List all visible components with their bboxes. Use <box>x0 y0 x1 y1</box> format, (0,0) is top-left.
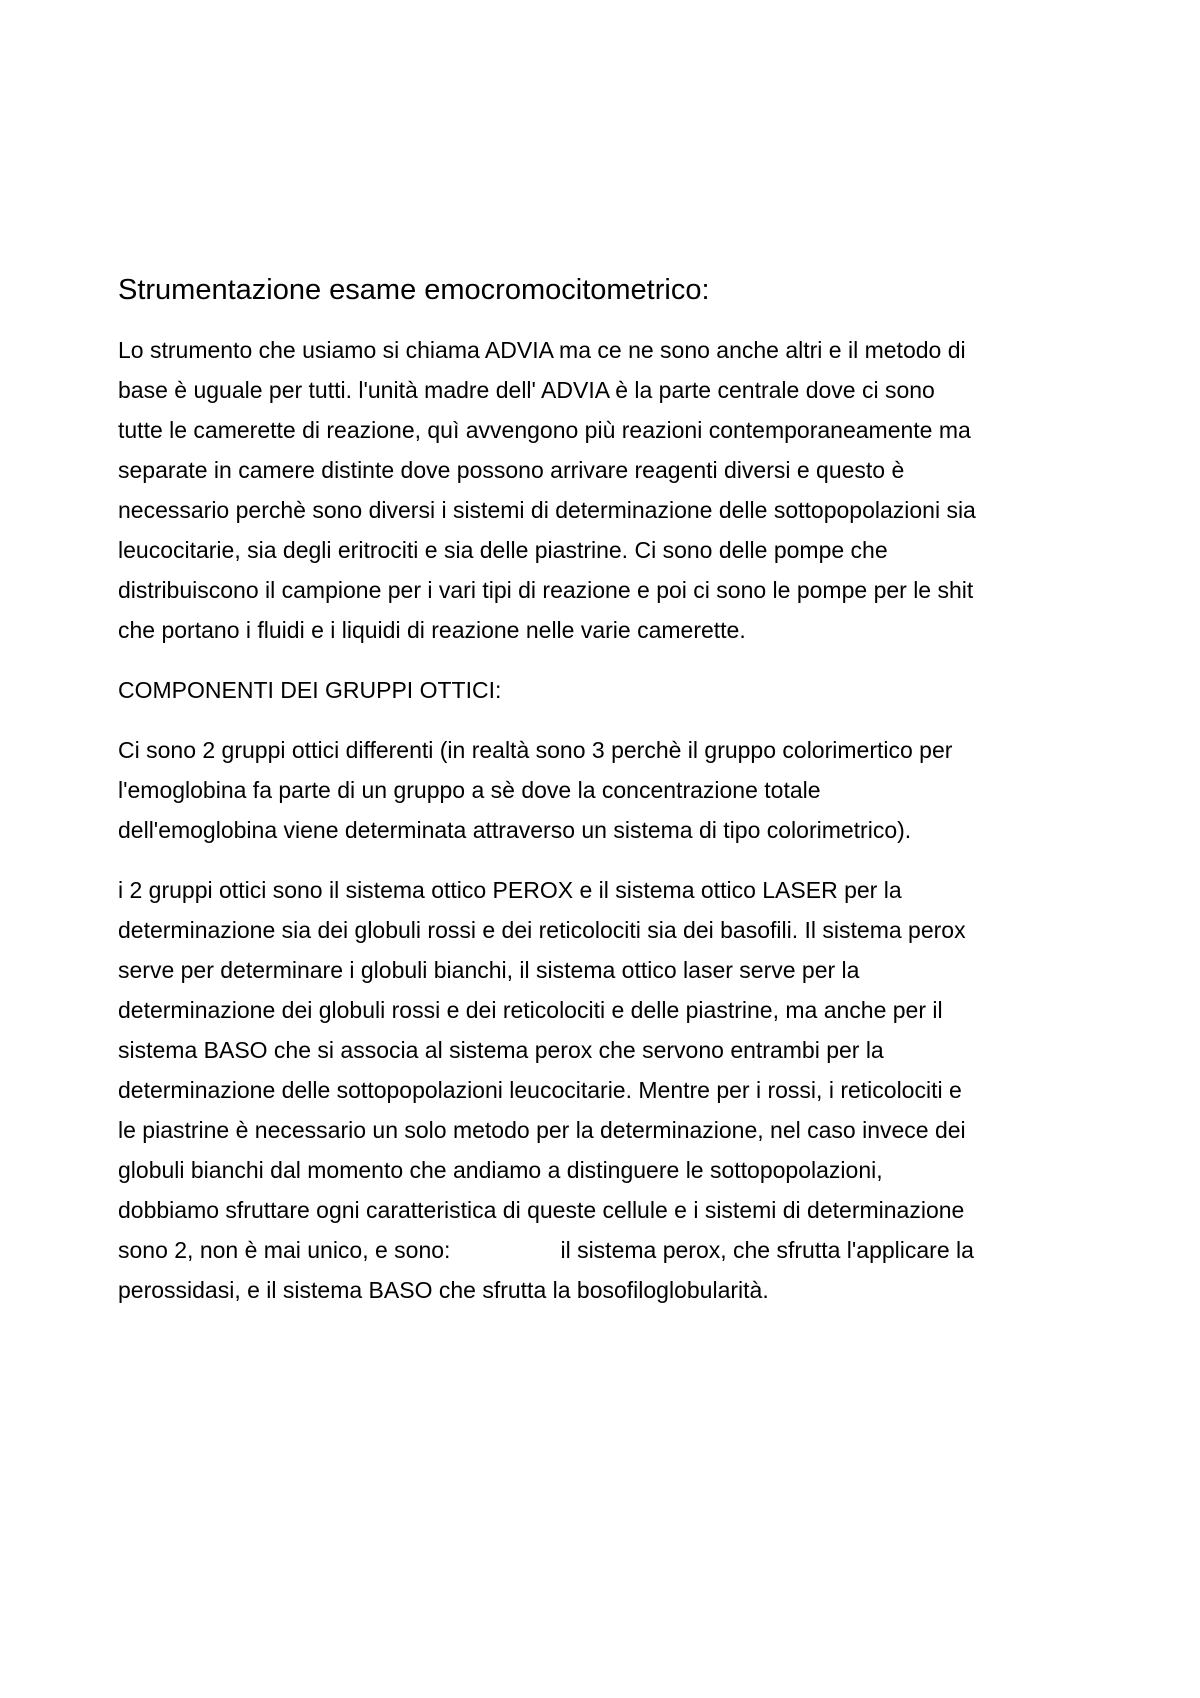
text-line: perossidasi, e il sistema BASO che sfrutta la bosofiloglobularità. <box>118 1277 769 1303</box>
text-line: globuli bianchi dal momento che andiamo a distinguere le sottopopolazioni, <box>118 1157 883 1183</box>
document-page <box>118 270 1098 1330</box>
text-line: Ci sono 2 gruppi ottici differenti (in realtà sono 3 perchè il gruppo colorimertico per <box>118 737 953 763</box>
text-line: serve per determinare i globuli bianchi, il sistema ottico laser serve per la <box>118 957 860 983</box>
text-segment: il sistema perox, che sfrutta l'applicare la <box>560 1237 974 1263</box>
text-line-with-gap <box>118 1230 1098 1270</box>
text-line: necessario perchè sono diversi i sistemi di determinazione delle sottopopolazioni sia <box>118 497 976 523</box>
optical-systems-paragraph <box>118 870 1098 1310</box>
text-line: leucocitarie, sia degli eritrociti e sia delle piastrine. Ci sono delle pompe che <box>118 537 888 563</box>
text-line: distribuiscono il campione per i vari tipi di reazione e poi ci sono le pompe per le shit <box>118 577 974 603</box>
text-line: base è uguale per tutti. l'unità madre dell' ADVIA è la parte centrale dove ci sono <box>118 377 935 403</box>
text-segment: sono 2, non è mai unico, e sono: <box>118 1237 451 1263</box>
document-title: Strumentazione esame emocromocitometrico: <box>118 274 710 306</box>
text-line: le piastrine è necessario un solo metodo per la determinazione, nel caso invece dei <box>118 1117 966 1143</box>
text-line: Lo strumento che usiamo si chiama ADVIA ma ce ne sono anche altri e il metodo di <box>118 337 966 363</box>
text-line: sistema BASO che si associa al sistema perox che servono entrambi per la <box>118 1037 884 1063</box>
text-line: separate in camere distinte dove possono arrivare reagenti diversi e questo è <box>118 457 905 483</box>
intro-paragraph <box>118 330 1098 650</box>
text-line: l'emoglobina fa parte di un gruppo a sè dove la concentrazione totale <box>118 777 821 803</box>
text-line: tutte le camerette di reazione, quì avvengono più reazioni contemporaneamente ma <box>118 417 971 443</box>
text-line: determinazione sia dei globuli rossi e dei reticolociti sia dei basofili. Il sistema perox <box>118 917 966 943</box>
text-line: dell'emoglobina viene determinata attraverso un sistema di tipo colorimetrico). <box>118 817 912 843</box>
text-line: i 2 gruppi ottici sono il sistema ottico PEROX e il sistema ottico LASER per la <box>118 877 902 903</box>
section-heading: COMPONENTI DEI GRUPPI OTTICI: <box>118 677 502 703</box>
text-line: dobbiamo sfruttare ogni caratteristica di queste cellule e i sistemi di determinazione <box>118 1197 965 1223</box>
text-line: che portano i fluidi e i liquidi di reazione nelle varie camerette. <box>118 617 746 643</box>
text-line: determinazione delle sottopopolazioni leucocitarie. Mentre per i rossi, i reticolociti e <box>118 1077 962 1103</box>
text-line: determinazione dei globuli rossi e dei reticolociti e delle piastrine, ma anche per il <box>118 997 943 1023</box>
optical-groups-paragraph <box>118 730 1098 850</box>
